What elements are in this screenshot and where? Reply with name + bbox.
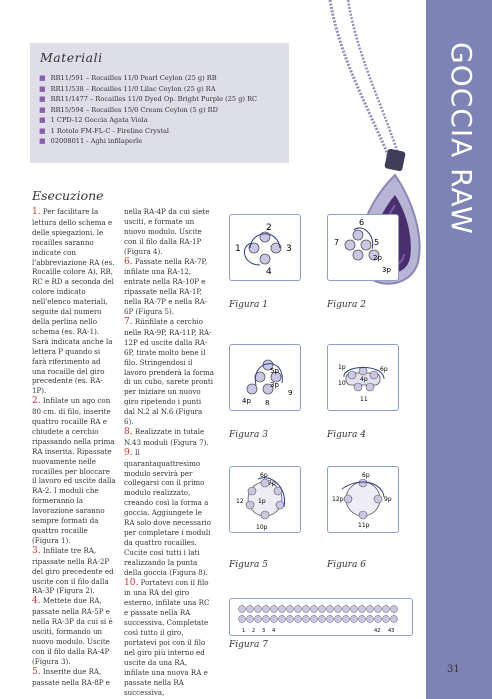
page-title: GOCCIA RAW <box>445 42 478 235</box>
svg-text:12p: 12p <box>332 496 344 503</box>
figure-4-caption: Figura 4 <box>327 430 366 440</box>
svg-text:3p: 3p <box>270 381 279 389</box>
svg-text:7p: 7p <box>268 480 276 487</box>
svg-text:6p: 6p <box>362 472 370 479</box>
svg-text:1: 1 <box>235 244 241 254</box>
svg-text:4p: 4p <box>360 376 368 383</box>
step-paragraph: 10. Portatevi con il filo in una RA del giro esterno, infilate una RC e passate nella RA successiva. Completate così tutto il giro, portatevi poi con il filo nel giro più interno ed uscite da una RA, infilate una nuova RA e passate nella RA successiva, <box>124 577 210 697</box>
figure-1-caption: Figura 1 <box>229 300 268 310</box>
svg-text:4p: 4p <box>242 397 251 405</box>
svg-text:2p: 2p <box>373 254 382 262</box>
svg-text:5: 5 <box>374 238 380 247</box>
svg-text:1p: 1p <box>258 498 266 505</box>
step-paragraph: 5. Inserite due RA, passate nella RA-8P e <box>32 666 110 687</box>
step-paragraph: 7. Riinfilate a cerchio nelle RA-9P, RA-11P, RA-12P ed uscite dalla RA-6P, tirate molto bene il filo. Stringendosi il lavoro prenderà la forma di un cubo, sarete pronti per iniziare un nuovo giro ripetendo i punti dal N.2 al N.6 (Figura 6). <box>124 316 215 427</box>
figure-6-diagram <box>327 466 399 533</box>
svg-text:1: 1 <box>242 628 246 634</box>
figure-5-caption: Figura 5 <box>229 560 268 570</box>
svg-text:12: 12 <box>236 498 244 505</box>
svg-text:2: 2 <box>266 223 272 233</box>
svg-text:9: 9 <box>288 389 293 397</box>
materials-item: ■ RR11/591 – Rocailles 11/0 Pearl Ceylon (25 g) RB <box>39 74 217 82</box>
instructions-column-2 <box>124 207 214 697</box>
svg-text:8: 8 <box>265 399 270 407</box>
step-paragraph: 9. Il quarantaquattresimo modulo servirà per collegarsi con il primo modulo realizzato, creando così la forma a goccia. Aggiungete le RA solo dove necessario per completare i moduli da quattro rocailles. Cucite così tutti i lati realizzando la punta della goccia (Figura 8). <box>124 447 212 577</box>
materials-item: ■ RR11/538 – Rocailles 11/0 Lilac Ceylon (25 g) RA <box>39 84 216 93</box>
materials-title: Materiali <box>40 50 103 65</box>
instructions-column-1 <box>32 207 116 688</box>
svg-text:42: 42 <box>374 628 381 634</box>
figure-4-diagram <box>327 344 399 411</box>
svg-text:6: 6 <box>359 218 365 227</box>
svg-text:7: 7 <box>334 238 340 247</box>
svg-text:11: 11 <box>360 396 368 403</box>
materials-item: ■ RR11/1477 – Rocailles 11/0 Dyed Op. Bright Purple (25 g) RC <box>39 95 258 103</box>
step-paragraph: nella RA-4P da cui siete usciti, e formate un nuovo modulo. Uscite con il filo dalla RA-1P (Figura 4). <box>124 207 210 256</box>
figure-6-caption: Figura 6 <box>327 560 366 570</box>
page-number: 31 <box>447 664 460 675</box>
step-paragraph: 4. Mettete due RA, passate nella RA-5P e nella RA-3P da cui si è usciti, formando un nuovo modulo. Uscite con il filo dalla RA-4P (Figura 3). <box>32 596 113 666</box>
figure-3-caption: Figura 3 <box>229 430 268 440</box>
figure-1-diagram <box>229 214 301 281</box>
svg-text:3: 3 <box>262 628 266 634</box>
materials-box <box>30 43 289 163</box>
svg-text:4: 4 <box>266 267 272 277</box>
svg-text:6p: 6p <box>380 366 388 373</box>
materials-item: ■ RR15/594 – Rocailles 15/0 Cream Ceylon (5 g) RD <box>39 105 218 114</box>
step-paragraph: 2. Infilate un ago con 80 cm. di filo, inserite quattro rocaille RA e chiudete a cerchio ripassando nella prima RA inserita. Ripassate nuovamente nelle rocailles per bloccare il lavoro ed uscite dalla RA-2. I moduli che formeranno la lavorazione saranno sempre formati da quattro rocaille (Figura 1). <box>32 396 116 545</box>
figure-3-diagram <box>229 344 301 411</box>
svg-text:3: 3 <box>286 244 292 254</box>
materials-item: ■ 1 CPD-12 Goccia Agata Viola <box>39 116 148 124</box>
svg-text:3p: 3p <box>382 266 391 274</box>
materials-item: ■ 1 Rotolo FM-FL-C - Fireline Crystal <box>39 126 170 135</box>
figure-2-diagram <box>327 214 399 281</box>
figure-2-caption: Figura 2 <box>327 300 366 310</box>
svg-text:10p: 10p <box>256 524 268 531</box>
execution-title: Esecuzione <box>32 188 104 203</box>
svg-text:6p: 6p <box>260 472 268 479</box>
step-paragraph: 8. Realizzate in tutale N.43 moduli (Figura 7). <box>124 426 209 447</box>
materials-list <box>39 73 257 147</box>
svg-text:1p: 1p <box>338 364 346 371</box>
svg-text:9p: 9p <box>384 496 392 503</box>
figure-5-diagram <box>229 466 301 533</box>
svg-text:5p: 5p <box>270 367 279 375</box>
step-paragraph: 3. Infilate tre RA, ripassate nella RA-2P del giro precedente ed uscite con il filo dalla RA-3P (Figura 2). <box>32 545 114 596</box>
svg-text:2: 2 <box>252 628 256 634</box>
figure-7-diagram <box>229 598 413 636</box>
step-paragraph: 1. Per facilitare la lettura dello schema e delle spiegazioni, le rocailles saranno indicate con l'abbreviazione RA (es. Rocaille colore A), RB, RC e RD a seconda del colore indicato nell'elenco materiali, seguite dal numero della perlina nello schema (es. RA-1). Sarà indicata anche la lettera P quando si farà riferimento ad una rocaille del giro precedente (es. RA-1P). <box>32 207 115 396</box>
svg-text:4: 4 <box>272 628 276 634</box>
figure-7-caption: Figura 7 <box>229 640 268 650</box>
svg-text:43: 43 <box>388 628 395 634</box>
svg-text:10: 10 <box>338 380 346 387</box>
materials-item: ■ 02008011 - Aghi infilaperle <box>39 137 143 145</box>
svg-text:11p: 11p <box>358 522 370 529</box>
step-paragraph: 6. Passate nella RA-7P, infilate una RA-12, entrate nella RA-10P e ripassate nella RA-1P, nella RA-7P e nella RA-6P (Figura 5). <box>124 256 208 317</box>
